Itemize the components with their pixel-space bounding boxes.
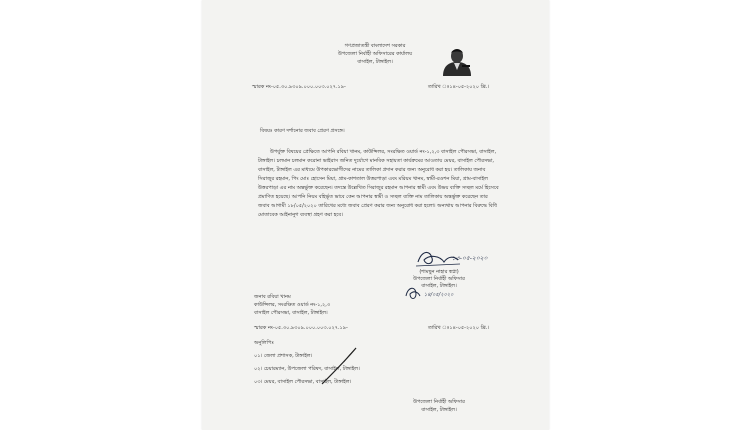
- memo-number: স্মারক নং-০৫.৩০.৯৩০৯.০০০.০০৩.০২৭.১৯-: [252, 84, 346, 90]
- body-line: উপর্যুক্ত বিষয়ের প্রেক্ষিতে আপনি রবিয়া খানম, কাউন্সিলর, সংরক্ষিত ওয়ার্ড নং-১,২,৩ বাসাইল পৌরসভা, বাসাইল,: [270, 149, 497, 155]
- letter-body: [258, 148, 499, 220]
- copy-heading: অনুলিপিঃ: [254, 340, 274, 346]
- body-line: জবাব আগামী ১৮/০৫/২০২০ তারিখের মধ্যে জবাব প্রেরণ করার জন্য অনুরোধ করা হলো। অন্যথায় আপনার বিরুদ্ধে বিধি: [258, 203, 497, 209]
- footer-title: উপজেলা নির্বাহী অফিসার: [413, 399, 465, 405]
- copy-item: ০১। জেলা প্রশাসক, টাঙ্গাইল।: [254, 353, 313, 359]
- signatory-name: (শামছুন নাহার স্বপ্না): [419, 269, 459, 275]
- letterhead-location: বাসাইল, টাঙ্গাইল।: [357, 59, 393, 65]
- copy-item: ০২। চেয়ারম্যান, উপজেলা পরিষদ, বাসাইল, টাঙ্গাইল।: [254, 366, 360, 372]
- subject-line: বিষয়ঃ কারণ দর্শানোর জবাব প্রেরণ প্রসঙ্গে।: [260, 128, 345, 134]
- signatory-title: উপজেলা নির্বাহী অফিসার: [413, 276, 465, 282]
- signatory-place: বাসাইল, টাঙ্গাইল।: [421, 283, 457, 289]
- body-line: মোতাবেক আইনানুগ ব্যবস্থা গ্রহণ করা হবে।: [258, 212, 343, 218]
- letter-date: তারিখ ঃ১৪-০৫-২০২০ খ্রি.।: [428, 84, 490, 90]
- copy-item: ০৩। মেয়র, বাসাইল পৌরসভা, বাসাইল, টাঙ্গাইল।: [254, 379, 352, 385]
- recipient-address: বাসাইল পৌরসভা, বাসাইল, টাঙ্গাইল।: [254, 310, 328, 316]
- initial-date: ১৪/০৫/২০২০: [424, 292, 454, 298]
- recipient-name: জনাব রবিয়া খানম: [254, 294, 291, 300]
- body-line: টাঙ্গাইল। চলমান চলমান করোনা ভাইরাস জনিত দুর্যোগে মানবিক সহায়তা কার্যক্রমের আওতায় মেয়র, বাসাইল পৌরসভা,: [258, 158, 495, 164]
- memo-number-copy: স্মারক নং-০৫.৩০.৯৩০৯.০০০.০০৩.০২৭.১৯-: [254, 325, 348, 331]
- body-line: বাসাইল, টাঙ্গাইল এর মাধ্যমে উপকারভোগীদের নামের তালিকা প্রদান করার জন্য অনুরোধ করা হয়। তালিকায় জনাব: [258, 167, 486, 173]
- letterhead-government: গণপ্রজাতন্ত্রী বাংলাদেশ সরকার: [344, 43, 406, 49]
- pen-strike-mark: [282, 346, 370, 386]
- recipient-designation: কাউন্সিলর, সংরক্ষিত ওয়ার্ড নং-১,২,৩: [254, 302, 331, 308]
- footer-place: বাসাইল, টাঙ্গাইল।: [421, 407, 457, 413]
- portrait-emblem: [435, 46, 479, 76]
- letterhead-office: উপজেলা নির্বাহী অফিসারের কার্যালয়: [337, 51, 413, 57]
- body-line: প্রমাণিত হয়েছে। আপনি নিয়ম বহির্ভূত ভাবে কেন আপনার স্বামী ও সচ্ছল ব্যক্তি নাম তালিকায় অন্তর্ভুক্ত করেছেন তার: [258, 194, 488, 200]
- signature-date: ১৩-০৫-২০২০: [452, 255, 488, 262]
- letter-date-copy: তারিখ ঃ১৪-০৫-২০২০ খ্রি.।: [428, 325, 490, 331]
- body-line: সিরাজুর রহমান, পিং মোঃ হোসেন মিয়া, গ্রাম-কাশতাল উত্তরপাড়া এবং মরিয়ম খানম, স্বামী-রওশন মিয়া, গ্রাম-বাসাইল: [258, 176, 488, 182]
- letter-page: [202, 0, 549, 430]
- body-line: উত্তরপাড়া এর নাম অন্তর্ভুক্ত করেছেন। তদন্তে উল্লেখিত সিরাজুর রহমান আপনার স্বামী এবং উভয় ব্যক্তি সচ্ছল মর্মে হিসেবে: [258, 185, 499, 191]
